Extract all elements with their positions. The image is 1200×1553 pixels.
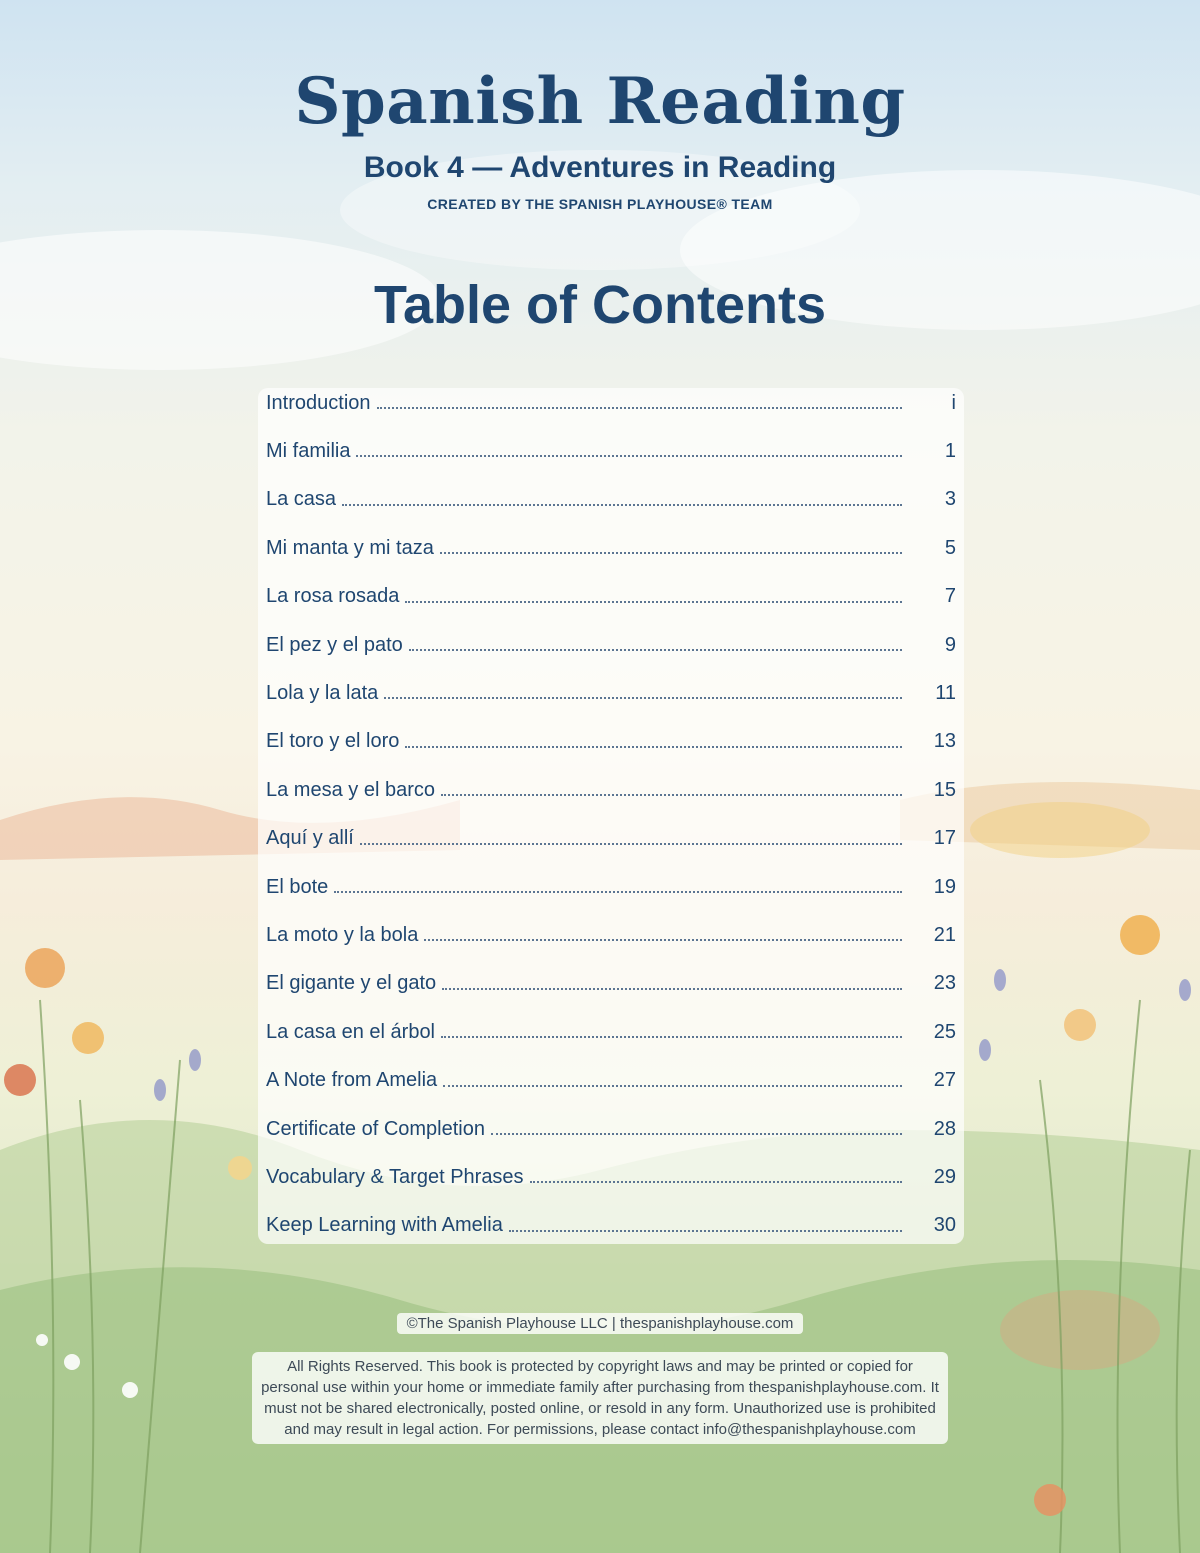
toc-entry[interactable] (266, 964, 956, 1004)
dot-leader (360, 843, 902, 845)
toc-entry[interactable] (266, 431, 956, 471)
dot-leader (334, 891, 902, 893)
toc-entry[interactable] (266, 1012, 956, 1052)
toc-entry[interactable] (266, 867, 956, 907)
toc-entry-title: El toro y el loro (266, 730, 400, 753)
creator-credit: CREATED BY THE SPANISH PLAYHOUSE® TEAM (427, 196, 773, 212)
toc-entry-title: Vocabulary & Target Phrases (266, 1165, 524, 1188)
book-subtitle: Book 4 — Adventures in Reading (363, 151, 837, 184)
dot-leader (405, 601, 902, 603)
table-of-contents (258, 388, 964, 1244)
dot-leader (356, 455, 902, 457)
toc-entry-page: 9 (944, 633, 956, 656)
toc-entry[interactable] (266, 673, 956, 713)
toc-entry-title: El gigante y el gato (266, 972, 437, 995)
dot-leader (509, 1230, 902, 1232)
dot-leader (442, 988, 902, 990)
rights-notice: All Rights Reserved. This book is protected by copyright laws and may be printed or copied for personal use within your home or immediate family after purchasing from thespanishplayhouse.com. It must not be shared electronically, posted online, or resold in any form. Unauthorized use is prohibited and may result in legal action. For permissions, please contact info@thespanishplayhouse.com (252, 1352, 948, 1444)
toc-entry-page: 25 (933, 1020, 956, 1043)
book-title: Spanish Reading (294, 64, 906, 139)
toc-entry-title: Certificate of Completion (266, 1117, 485, 1140)
toc-heading: Table of Contents (374, 275, 826, 335)
toc-entry-title: La casa en el árbol (266, 1020, 436, 1043)
toc-entry[interactable] (266, 383, 956, 423)
toc-entry-page: 11 (935, 681, 956, 704)
toc-entry-title: La rosa rosada (266, 585, 400, 608)
toc-entry[interactable] (266, 625, 956, 665)
toc-entry-page: 13 (933, 730, 956, 753)
dot-leader (530, 1181, 902, 1183)
dot-leader (443, 1085, 902, 1087)
toc-entry-page: 3 (944, 488, 956, 511)
toc-entry-title: Mi familia (266, 439, 351, 462)
toc-entry-title: El pez y el pato (266, 633, 403, 656)
toc-entry[interactable] (266, 1157, 956, 1197)
dot-leader (491, 1133, 902, 1135)
toc-entry-page: 1 (944, 439, 956, 462)
dot-leader (384, 697, 902, 699)
footer (0, 1313, 1200, 1444)
toc-entry[interactable] (266, 528, 956, 568)
toc-entry-page: 15 (933, 778, 956, 801)
toc-entry-page: 7 (944, 585, 956, 608)
dot-leader (377, 407, 902, 409)
toc-entry[interactable] (266, 722, 956, 762)
toc-entry-page: 30 (933, 1214, 956, 1237)
toc-entry-title: Aquí y allí (266, 827, 354, 850)
toc-entry-title: La moto y la bola (266, 923, 419, 946)
toc-entry-page: i (951, 391, 956, 414)
toc-entry[interactable] (266, 577, 956, 617)
dot-leader (440, 552, 902, 554)
toc-entry-page: 19 (933, 875, 956, 898)
toc-entry[interactable] (266, 770, 956, 810)
copyright-line: ©The Spanish Playhouse LLC | thespanishplayhouse.com (397, 1313, 804, 1334)
dot-leader (342, 504, 902, 506)
dot-leader (405, 746, 902, 748)
toc-entry-page: 23 (933, 972, 956, 995)
toc-entry-title: A Note from Amelia (266, 1069, 438, 1092)
toc-entry-page: 27 (933, 1069, 956, 1092)
toc-entry[interactable] (266, 1206, 956, 1246)
toc-entry[interactable] (266, 1109, 956, 1149)
dot-leader (441, 794, 902, 796)
dot-leader (424, 939, 902, 941)
toc-entry-page: 5 (944, 536, 956, 559)
toc-entry-title: La mesa y el barco (266, 778, 435, 801)
toc-entry-title: Lola y la lata (266, 681, 379, 704)
toc-entry[interactable] (266, 819, 956, 859)
toc-entry[interactable] (266, 915, 956, 955)
toc-entry-title: La casa (266, 488, 337, 511)
toc-entry-page: 17 (933, 827, 956, 850)
toc-entry-page: 29 (933, 1165, 956, 1188)
toc-entry-title: Introduction (266, 391, 371, 414)
toc-entry-title: Mi manta y mi taza (266, 536, 434, 559)
dot-leader (441, 1036, 902, 1038)
toc-entry-title: Keep Learning with Amelia (266, 1214, 503, 1237)
toc-entry[interactable] (266, 1061, 956, 1101)
dot-leader (409, 649, 902, 651)
book-header (0, 62, 1200, 212)
toc-entry-page: 28 (933, 1117, 956, 1140)
toc-entry-title: El bote (266, 875, 329, 898)
toc-entry[interactable] (266, 480, 956, 520)
toc-entry-page: 21 (933, 923, 956, 946)
